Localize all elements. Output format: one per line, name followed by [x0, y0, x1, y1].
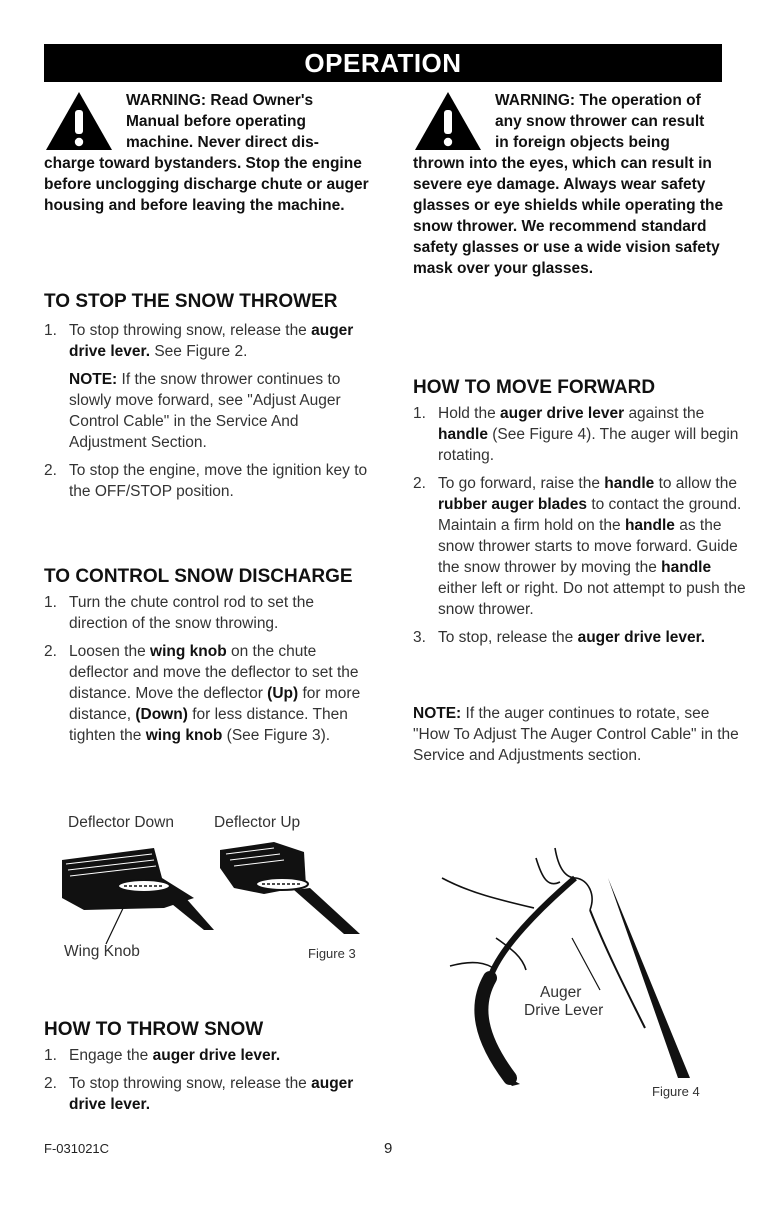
warning-left-text: charge toward bystanders. Stop the engine before unclogging discharge chute or auger housing and before leaving the machine. [44, 155, 369, 214]
item-text: See Figure 2. [154, 343, 248, 360]
document-code: F-031021C [44, 1141, 110, 1156]
warning-right-line: any snow thrower can result [495, 113, 705, 130]
discharge-list [44, 592, 374, 753]
label-auger-line2: Drive Lever [524, 1002, 604, 1019]
item-bold: handle [438, 426, 488, 443]
item-number: 1. [44, 1047, 57, 1064]
label-auger-line1: Auger [540, 984, 582, 1001]
stop-list [44, 320, 374, 509]
item-bold: auger drive lever. [69, 322, 354, 360]
warning-icon [44, 90, 114, 152]
item-number: 2. [413, 475, 426, 492]
list-item [413, 403, 748, 466]
list-item [44, 1073, 374, 1115]
item-text: for more distance, [69, 685, 361, 723]
item-number: 2. [44, 643, 57, 660]
warning-eye-safety [413, 90, 748, 279]
list-item [44, 641, 374, 746]
list-item [44, 320, 374, 453]
item-bold: auger drive lever. [152, 1047, 281, 1064]
item-text: against the [628, 405, 705, 422]
label-deflector-up: Deflector Up [214, 814, 301, 831]
item-bold: (Up) [267, 685, 299, 702]
list-item [44, 460, 374, 502]
figure3-caption: Figure 3 [308, 946, 356, 961]
item-bold: handle [604, 475, 655, 492]
item-text: for less distance. Then tighten the [69, 706, 348, 744]
deflector-up-drawing [220, 842, 360, 934]
note-text: If the auger continues to rotate, see "How To Adjust The Auger Control Cable" in the Service and Adjustments section. [413, 705, 739, 764]
list-item [413, 627, 748, 648]
warning-owners-manual [44, 90, 374, 216]
warning-right-line: in foreign objects being [495, 134, 670, 151]
item-text: To stop the engine, move the ignition key to the OFF/STOP position. [69, 462, 368, 500]
note-label: NOTE: [413, 705, 462, 722]
item-bold: wing knob [150, 643, 227, 660]
item-bold: rubber auger blades [438, 496, 588, 513]
item-text: To stop throwing snow, release the [69, 1075, 307, 1092]
page-number: 9 [384, 1140, 393, 1157]
item-text: to contact the ground. Maintain a firm hold on the [438, 496, 742, 534]
heading-stop: TO STOP THE SNOW THROWER [44, 291, 338, 312]
item-text: To stop, release the [438, 629, 574, 646]
item-bold: auger drive lever. [69, 1075, 354, 1113]
item-bold: (Down) [135, 706, 188, 723]
forward-list [413, 403, 748, 655]
stop-note [69, 369, 374, 453]
item-text: To go forward, raise the [438, 475, 600, 492]
item-text: Engage the [69, 1047, 149, 1064]
heading-discharge: TO CONTROL SNOW DISCHARGE [44, 566, 353, 587]
list-item [44, 592, 374, 634]
figure4-auger-lever-illustration [430, 838, 730, 1093]
figure4-caption: Figure 4 [652, 1084, 700, 1099]
item-number: 3. [413, 629, 426, 646]
item-number: 1. [44, 322, 57, 339]
heading-forward: HOW TO MOVE FORWARD [413, 377, 656, 398]
warning-left-line: WARNING: Read Owner's [126, 92, 314, 109]
item-bold: handle [661, 559, 712, 576]
item-text: (See Figure 3). [226, 727, 331, 744]
heading-throw: HOW TO THROW SNOW [44, 1019, 264, 1040]
item-text: to allow the [658, 475, 737, 492]
item-number: 2. [44, 1075, 57, 1092]
item-text: as the snow thrower starts to move forward. Guide the snow thrower by moving the [438, 517, 738, 576]
item-number: 1. [44, 594, 57, 611]
note-text: If the snow thrower continues to slowly move forward, see "Adjust Auger Control Cable" in the Service And Adjustment Section. [69, 371, 341, 451]
item-bold: wing knob [145, 727, 223, 744]
warning-icon [413, 90, 483, 152]
item-bold: auger drive lever. [577, 629, 706, 646]
item-text: To stop throwing snow, release the [69, 322, 307, 339]
forward-note [413, 703, 748, 766]
item-bold: auger drive lever [500, 405, 625, 422]
section-title: OPERATION [44, 44, 722, 82]
list-item [44, 1045, 374, 1066]
note-label: NOTE: [69, 371, 118, 388]
item-text: Loosen the [69, 643, 146, 660]
item-number: 1. [413, 405, 426, 422]
warning-left-line: Manual before operating [126, 113, 306, 130]
item-text: Hold the [438, 405, 496, 422]
label-wing-knob: Wing Knob [64, 943, 140, 960]
throw-list [44, 1045, 374, 1122]
deflector-down-drawing [62, 848, 214, 944]
list-item [413, 473, 748, 620]
warning-left-line: machine. Never direct dis- [126, 134, 319, 151]
figure3-deflector-illustration [44, 838, 374, 948]
item-number: 2. [44, 462, 57, 479]
item-text: (See Figure 4). The auger will begin rotating. [438, 426, 739, 464]
item-text: either left or right. Do not attempt to push the snow thrower. [438, 580, 746, 618]
item-text: on the chute deflector and move the deflector to set the distance. Move the deflector [69, 643, 359, 702]
label-deflector-down: Deflector Down [68, 814, 174, 831]
warning-right-line: WARNING: The operation of [495, 92, 701, 109]
warning-right-text: thrown into the eyes, which can result in severe eye damage. Always wear safety glasses or eye shields while operating the snow thrower. We recommend standard safety glasses or use a wide vision safety mask over your glasses. [413, 155, 724, 277]
item-bold: handle [624, 517, 675, 534]
item-text: Turn the chute control rod to set the direction of the snow throwing. [69, 594, 314, 632]
